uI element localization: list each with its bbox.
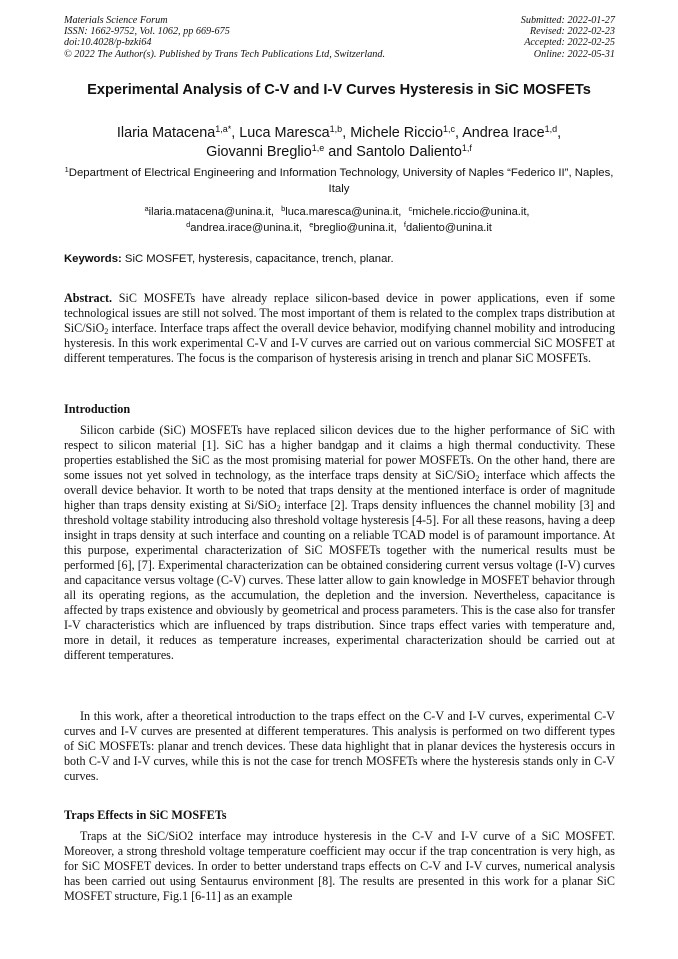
author-affil-mark: 1,e: [311, 143, 325, 153]
keywords-label: Keywords:: [64, 253, 122, 265]
doi-line: doi:10.4028/p-bzki64: [64, 37, 152, 49]
revised-date: Revised: 2022-02-23: [529, 26, 615, 38]
copyright-line: © 2022 The Author(s). Published by Trans Tech Publications Ltd, Switzerland.: [64, 48, 386, 60]
issn-line: ISSN: 1662-9752, Vol. 1062, pp 669-675: [64, 26, 230, 38]
author-name: Ilaria Matacena: [116, 125, 216, 141]
author-affil-mark: 1,a*: [215, 124, 232, 134]
online-date: Online: 2022-05-31: [533, 48, 615, 60]
email-link[interactable]: andrea.irace@unina.it,: [190, 221, 303, 234]
author-affil-mark: 1,c: [442, 124, 455, 134]
traps-paragraph-1: Traps at the SiC/SiO2 interface may introduce hysteresis in the C-V and I-V curve of a SiC MOSFET. Moreover, a strong threshold voltage temperature coefficient may occur if the trap concentration is very high, as for SiC MOSFET devices. In order to better understand traps effects on C-V and I-V curves, numerical analysis has been carried out using Sentaurus environment [8]. The results are presented in this work for a planar SiC MOSFET structure, Fig.1 [6-11] as an example: [64, 829, 615, 903]
submitted-date: Submitted: 2022-01-27: [520, 15, 615, 26]
author-name: Santolo Daliento: [356, 144, 462, 160]
author-name: Luca Maresca: [239, 125, 330, 141]
intro-paragraph-1: Silicon carbide (SiC) MOSFETs have replaced silicon devices due to the higher performance of SiC with respect to silicon material [1]. SiC has a higher bandgap and it claims a high thermal conductivity. These properties established the SiC as the most promising material for power MOSFETs. On the other hand, there are some issues not yet solved in technology, as the interface traps density at SiC/SiO$_2$ interface which affects the overall device behavior. It worth to be noted that traps density at the mentioned interface is order of magnitude higher than traps density existing at Si/SiO$_2$ interface [2]. Traps density influences the channel mobility [3] and threshold voltage stability introducing also threshold voltage hysteresis [4-5]. For all these reasons, having a deep insight in traps density at such interface and counting on a reliable TCAD model is of paramount importance. At this purpose, experimental characterization of SiC MOSFETs together with the numerical results must be performed [6], [7]. Experimental characterization can be obtained considering current versus voltage (I-V) curves and capacitance versus voltage (C-V) curves. These latter allow to gain knowledge in MOSFET behavior through all its operating regions, as the accumulation, the depletion and the inversion. Nevertheless, capacitance is affected by traps existence and obviously by geometrical and process parameters. This is the case also for transfer I-V characteristics which are influenced by traps distribution. Since traps effect varies with temperature and, more in detail, it reduces as temperature increases, experimental characterization should be carried out at different temperatures.: [64, 423, 615, 662]
author-list: Ilaria Matacena$^{1,a*}$, Luca Maresca$^{1,b}$, Michele Riccio$^{1,c}$, Andrea Irace$^{1,d}$, Giovanni Breglio$^{1,e}$ and Santolo Daliento$^{1,f}$: [116, 124, 562, 160]
email-list: $^a$ilaria.matacena@unina.it, $^b$luca.maresca@unina.it, $^c$michele.riccio@unina.it, $^d$andrea.irace@unina.it, $^e$breglio@unina.it, $^f$daliento@unina.it: [144, 204, 530, 234]
paper-title: Experimental Analysis of C-V and I-V Curves Hysteresis in SiC MOSFETs: [87, 82, 591, 98]
author-affil-mark: 1,d: [544, 124, 558, 134]
email-link[interactable]: luca.maresca@unina.it,: [285, 206, 402, 218]
intro-paragraph-2: In this work, after a theoretical introduction to the traps effect on the C-V and I-V curves, experimental C-V curves and I-V curves are presented at different temperatures. This analysis is performed on two different types of SiC MOSFETs: planar and trench devices. These data highlight that in planar devices the hysteresis occurs in both C-V and I-V curves, while this is not the case for trench MOSFETs where the hysteresis stands only in C-V curves.: [64, 709, 615, 783]
author-affil-mark: 1,b: [329, 124, 343, 134]
abstract-label: Abstract.: [64, 291, 113, 305]
author-affil-mark: 1,f: [461, 143, 472, 153]
email-link[interactable]: daliento@unina.it: [405, 221, 492, 234]
affiliation-text: Department of Electrical Engineering and Information Technology, University of Naples “Federico II”, Naples, Italy: [68, 167, 614, 195]
section-heading-introduction: Introduction: [64, 402, 131, 416]
email-link[interactable]: breglio@unina.it,: [313, 221, 397, 234]
journal-header: [64, 15, 385, 60]
abstract: Abstract. SiC MOSFETs have already replace silicon-based device in power applications, even if some technological issues are still not solved. The most important of them is related to the complex traps distribution at SiC/SiO$_2$ interface. Interface traps affect the overall device behavior, modifying channel mobility and introducing hysteresis. In this work experimental C-V and I-V curves are carried out on various commercial SiC MOSFET at different temperatures. The focus is the comparison of hysteresis arising in trench and planar SiC MOSFETs.: [64, 291, 615, 365]
affiliation-mark: 1: [64, 165, 69, 174]
author-name: Giovanni Breglio: [206, 144, 312, 160]
dates-header: [521, 15, 615, 60]
accepted-date: Accepted: 2022-02-25: [524, 37, 615, 49]
keywords: [64, 252, 616, 266]
author-name: Andrea Irace: [462, 125, 545, 141]
keywords-text: SiC MOSFET, hysteresis, capacitance, trench, planar.: [121, 253, 394, 265]
affiliation: [64, 166, 614, 197]
section-heading-traps: Traps Effects in SiC MOSFETs: [64, 808, 227, 822]
journal-name: Materials Science Forum: [64, 15, 168, 26]
author-name: Michele Riccio: [350, 125, 443, 141]
email-link[interactable]: michele.riccio@unina.it,: [412, 206, 530, 218]
email-link[interactable]: ilaria.matacena@unina.it,: [148, 206, 274, 218]
